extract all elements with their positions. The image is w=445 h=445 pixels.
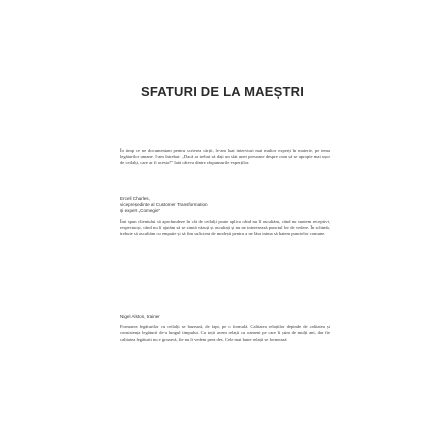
- expert-role: vicepreședinte al Customer Transformation: [120, 202, 208, 208]
- page-title: SFATURI DE LA MAEȘTRI: [140, 84, 305, 99]
- expert-role-2: și expert „Comegie”: [120, 208, 161, 214]
- expert-name: Nigel Alston, trainer: [120, 314, 160, 319]
- quote-block-1: [120, 196, 330, 237]
- expert-quote: Îmi spun clientului să aprofundeze în cât de ceilalți poate aplica când nu îl ascultăm, când nu suntem receptivi, respectuoși, când nu îi ajutăm să se simtă văzuți și ascultați și nu ne interesează punctul lor de vedere. În schimb, trebuie să ascultăm cu empatie și să fim suficient de modești pentru a ne lăsa inima să batem punctelor comune.: [120, 218, 330, 237]
- expert-name: Ercell Charles,: [120, 196, 150, 201]
- intro-paragraph: În timp ce ne documentam pentru scrierea cărții, le-am luat interviuri mai multor experți în materie, pe tema legăturilor umane. I-am întrebat: „Dacă ar trebui să dați un sfat unei persoane despre cum să se apropie mai ușor de ceilalți, care ar fi acesta?” Iată câteva dintre răspunsurile experților.: [120, 148, 330, 166]
- expert-quote: Formarea legăturilor cu ceilalți se bazează, de fapt, pe o formulă. Calitatea relațiilor depinde de calitatea și consistența legăturii de-a lungul timpului. Cu toții avem relații cu oameni pe care îi știm de mulți ani, dar fie calitatea legăturii nu e grozavă, fie nu îi vedem prea des. Cele mai bune relații se formează: [120, 324, 330, 342]
- intro-section: [120, 148, 330, 167]
- quote-block-2: [120, 314, 330, 343]
